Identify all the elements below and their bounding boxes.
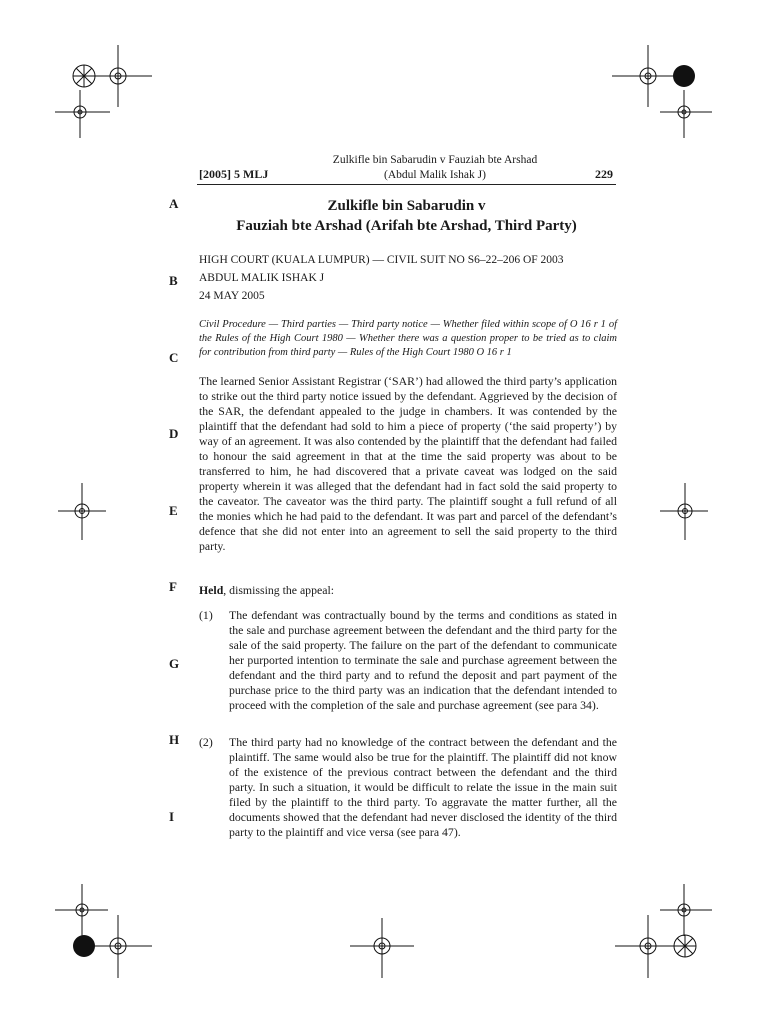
margin-letter-i: I xyxy=(169,809,175,824)
margin-letter-c: C xyxy=(169,350,179,365)
case-title-line-1: Zulkifle bin Sabarudin v xyxy=(327,198,486,214)
held-item-text: The defendant was contractually bound by the terms and conditions as stated in the sale and purchase agreement between the defendant and the third party for the sale of the said property. The failure on the part of the defendant to communicate her purported intention to terminate the sale and purchase agreement between the defendant and the third party and to refund the deposit and part payment of the purchase price to the third party was an indication that the defendant intended to proceed with the completion of the sale and purchase agreement (see para 34). xyxy=(229,608,617,712)
held-item xyxy=(199,735,617,840)
header-running-title xyxy=(300,153,570,183)
catchwords: Civil Procedure — Third parties — Third party notice — Whether filed within scope of O 16 r 1 of the Rules of the High Court 1980 — Whether there was a question proper to be tried as to claim for contribution from third party — Rules of the High Court 1980 O 16 r 1 xyxy=(199,319,617,358)
margin-letter-a: A xyxy=(169,196,179,211)
held-rest: , dismissing the appeal: xyxy=(223,583,335,597)
margin-letter-f: F xyxy=(169,579,177,594)
court-suit-line: HIGH COURT (KUALA LUMPUR) — CIVIL SUIT NO S6–22–206 OF 2003 xyxy=(199,254,564,266)
case-title xyxy=(197,196,616,236)
margin-letter-g: G xyxy=(169,656,180,671)
held-item xyxy=(199,608,617,713)
margin-letter-b: B xyxy=(169,273,178,288)
facts-paragraph: The learned Senior Assistant Registrar (‘SAR’) had allowed the third party’s application to strike out the third party notice issued by the defendant. Aggrieved by the decision of the SAR, the defendant appealed to the judge in chambers. It was contended by the plaintiff that the defendant had sold to him a piece of property (‘the said property’) by way of an agreement. It was also contended by the plaintiff that the defendant had failed to honour the said agreement in that at the time the said property was about to be transferred to him, he had discovered that a private caveat was lodged on the said property wherein it was alleged that the defendant had in fact sold the said property to the caveator. The caveator was the third party. The plaintiff sought a full refund of all the monies which he had paid to the defendant. It was part and parcel of the defendant’s defence that she did not enter into an agreement to sell the said property to the third party. xyxy=(199,374,617,553)
held-item-text: The third party had no knowledge of the contract between the defendant and the plaintiff. The same would also be true for the plaintiff. The plaintiff did not know of the existence of the previous contract between the defendant and the third party. In such a situation, it would be difficult to relate the issue in the main suit filed by the plaintiff to the third party. To aggravate the matter further, all the documents showed that the defendant had never disclosed the identity of the third party to the plaintiff and vice versa (see para 47). xyxy=(229,735,617,839)
held-item-number: (2) xyxy=(199,735,213,749)
header-judge-short: (Abdul Malik Ishak J) xyxy=(384,169,486,181)
held-item-number: (1) xyxy=(199,608,213,622)
margin-letter-d: D xyxy=(169,426,179,441)
margin-letter-h: H xyxy=(169,732,180,747)
held-heading xyxy=(199,583,334,598)
decision-date: 24 MAY 2005 xyxy=(199,290,265,302)
header-citation: [2005] 5 MLJ xyxy=(199,167,269,181)
page-number: 229 xyxy=(595,167,613,181)
margin-letter-e: E xyxy=(169,503,178,518)
header-divider xyxy=(197,184,616,185)
held-label: Held xyxy=(199,583,224,597)
judge-name: ABDUL MALIK ISHAK J xyxy=(199,272,325,284)
header-case-short: Zulkifle bin Sabarudin v Fauziah bte Arshad xyxy=(332,154,538,166)
case-title-line-2: Fauziah bte Arshad (Arifah bte Arshad, Third Party) xyxy=(236,218,577,234)
court-details xyxy=(199,251,564,305)
